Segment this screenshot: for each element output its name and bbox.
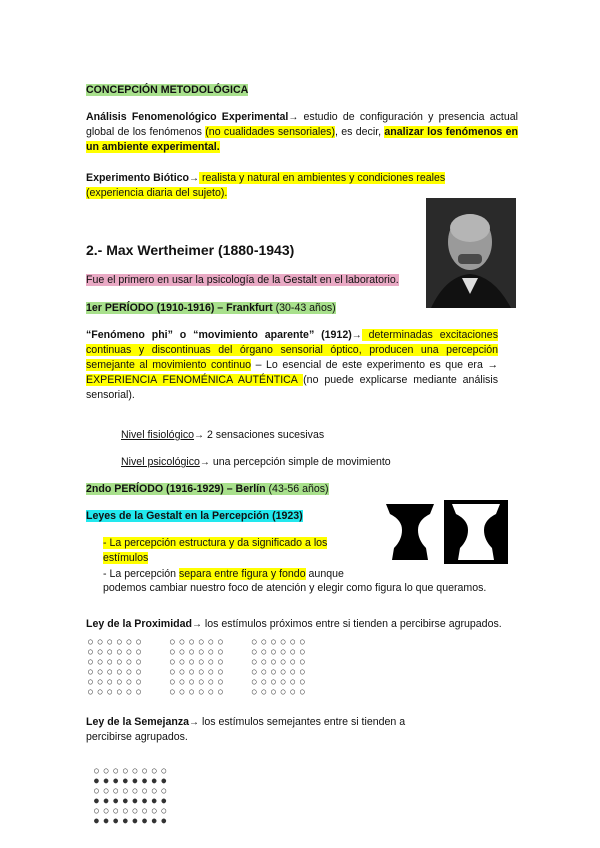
- first-note-text: Fue el primero en usar la psicología de la Gestalt en el laboratorio.: [86, 274, 399, 286]
- dot-row: ○ ○ ○ ○ ○ ○ ○ ○ ○ ○ ○ ○ ○ ○ ○ ○ ○ ○: [88, 677, 305, 686]
- arrow-icon: →: [189, 173, 200, 184]
- nivel-fisiologico: [121, 428, 324, 443]
- dot-row: ○ ○ ○ ○ ○ ○ ○ ○ ○ ○ ○ ○ ○ ○ ○ ○ ○ ○: [88, 667, 305, 676]
- period2-label: 2ndo PERÍODO (1916-1929) – Berlín: [86, 483, 266, 495]
- dot-row: ○ ○ ○ ○ ○ ○ ○ ○: [94, 766, 167, 775]
- arrow-icon: →: [288, 112, 299, 123]
- period1-age: (30-43 años): [272, 302, 336, 314]
- nivel-label: Nivel psicológico: [121, 456, 200, 468]
- first-note: [86, 273, 399, 288]
- semejanza-paragraph: [86, 715, 426, 745]
- bullet-1: - La percepción estructura y da significado a los estímulos: [103, 537, 328, 564]
- analisis-text1: estudio de configuración y presencia actual global de los fenómenos: [86, 111, 519, 138]
- biotico-highlight: realista y natural en ambientes y condiciones reales (experiencia diaria del sujeto).: [86, 172, 446, 199]
- phi-highlight2: EXPERIENCIA FENOMÉNICA AUTÉNTICA: [86, 374, 304, 386]
- semejanza-term: Ley de la Semejanza: [86, 716, 190, 728]
- dot-row: ○ ○ ○ ○ ○ ○ ○ ○ ○ ○ ○ ○ ○ ○ ○ ○ ○ ○: [88, 647, 305, 656]
- arrow-icon: →: [191, 619, 202, 630]
- rubin-vase-illustration: [378, 500, 508, 564]
- analisis-paragraph: [86, 110, 518, 155]
- dot-row: ○ ○ ○ ○ ○ ○ ○ ○ ○ ○ ○ ○ ○ ○ ○ ○ ○ ○: [88, 637, 305, 646]
- nivel-psicologico: [121, 455, 391, 470]
- semejanza-text: los estímulos semejantes entre si tienden a percibirse agrupados.: [86, 716, 406, 743]
- analisis-highlight2: analizar los fenómenos en un ambiente experimental.: [86, 126, 518, 153]
- dot-row: ● ● ● ● ● ● ● ●: [94, 776, 167, 785]
- nivel-text: 2 sensaciones sucesivas: [204, 429, 325, 441]
- section-heading: 2.- Max Wertheimer (1880-1943): [86, 242, 295, 258]
- rubin-vase-figures: [378, 500, 508, 564]
- phi-term: “Fenómeno phi” o “movimiento aparente” (1912): [86, 329, 352, 341]
- proximidad-dot-grid: [88, 637, 305, 697]
- dot-row: ○ ○ ○ ○ ○ ○ ○ ○ ○ ○ ○ ○ ○ ○ ○ ○ ○ ○: [88, 687, 305, 696]
- bullet-list: [103, 536, 343, 566]
- phi-text: – Lo esencial de este experimento es que era →: [251, 359, 498, 371]
- leyes-title-text: Leyes de la Gestalt en la Percepción (1923): [86, 510, 303, 522]
- section-title: [86, 83, 248, 98]
- dot-row: ○ ○ ○ ○ ○ ○ ○ ○: [94, 786, 167, 795]
- biotico-term: Experimento Biótico: [86, 172, 190, 184]
- nivel-text: una percepción simple de movimiento: [209, 456, 391, 468]
- bullet-2-pre: - La percepción: [103, 568, 179, 580]
- phi-paragraph: [86, 328, 498, 403]
- dot-row: ● ● ● ● ● ● ● ●: [94, 816, 167, 825]
- portrait-photo: [426, 198, 516, 308]
- proximidad-term: Ley de la Proximidad: [86, 618, 192, 630]
- phi-highlight: determinadas excitaciones continuas y discontinuas del órgano sensorial óptico, producen una percepción semejante al movimiento continuo: [86, 329, 498, 371]
- arrow-icon: →: [189, 717, 200, 728]
- proximidad-paragraph: [86, 617, 526, 632]
- dot-row: ○ ○ ○ ○ ○ ○ ○ ○ ○ ○ ○ ○ ○ ○ ○ ○ ○ ○: [88, 657, 305, 666]
- bullet-2-highlight: separa entre figura y fondo: [178, 568, 306, 580]
- analisis-term: Análisis Fenomenológico Experimental: [86, 111, 289, 123]
- nivel-label: Nivel fisiológico: [121, 429, 195, 441]
- period1-line: [86, 301, 336, 316]
- period2-age: (43-56 años): [265, 483, 329, 495]
- bullet-2-block: [103, 567, 523, 582]
- portrait-illustration: [426, 198, 516, 308]
- leyes-title: [86, 509, 303, 524]
- bullet-2-cont: podemos cambiar nuestro foco de atención y elegir como figura lo que queramos.: [103, 582, 487, 594]
- arrow-icon: →: [199, 457, 210, 468]
- proximidad-text: los estímulos próximos entre si tienden a percibirse agrupados.: [201, 618, 502, 630]
- semejanza-dot-grid: [94, 766, 166, 826]
- bullet-2-continued: [103, 581, 523, 596]
- section-title-text: CONCEPCIÓN METODOLÓGICA: [86, 84, 249, 96]
- biotico-paragraph: [86, 171, 471, 201]
- arrow-icon: →: [351, 330, 362, 341]
- dot-row: ○ ○ ○ ○ ○ ○ ○ ○: [94, 806, 167, 815]
- bullet-2-post: aunque: [305, 568, 344, 580]
- analisis-highlight1: (no cualidades sensoriales): [205, 126, 335, 138]
- period2-line: [86, 482, 329, 497]
- arrow-icon: →: [194, 430, 205, 441]
- phi-text2: (no puede explicarse mediante análisis sensorial).: [86, 374, 498, 401]
- dot-row: ● ● ● ● ● ● ● ●: [94, 796, 167, 805]
- period1-label: 1er PERÍODO (1910-1916) – Frankfurt: [86, 302, 273, 314]
- list-item: [103, 536, 343, 566]
- analisis-text2: , es decir,: [335, 126, 385, 138]
